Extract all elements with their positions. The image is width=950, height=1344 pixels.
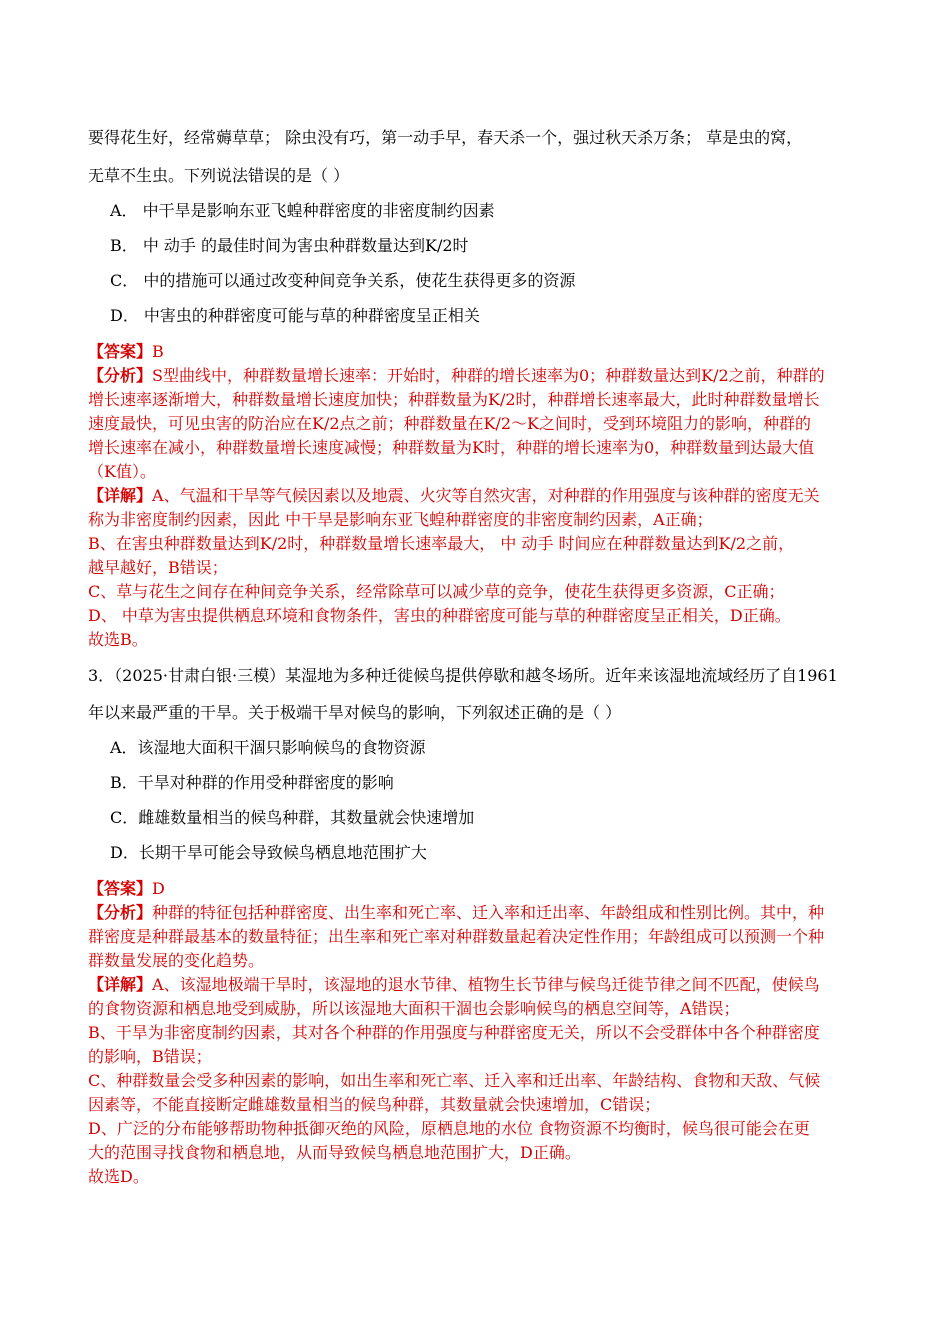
q3-option-c: C．雌雄数量相当的候鸟种群，其数量就会快速增加 (110, 808, 475, 827)
q2-detail-line: B、在害虫种群数量达到K/2时，种群数量增长速率最大， 中 动手 时间应在种群数量达到K/2之前， (88, 534, 795, 553)
q2-analysis-line: 增长速率逐渐增大，种群数量增长速度加快；种群数量为K/2时，种群增长速率最大，此时种群数量增长 (88, 390, 820, 409)
q2-detail-line: D、 中草为害虫提供栖息环境和食物条件，害虫的种群密度可能与草的种群密度呈正相关，D正确。 (88, 606, 791, 625)
detail-tag: 【详解】 (88, 486, 153, 505)
q2-detail-line: C、草与花生之间存在种间竞争关系，经常除草可以减少草的竞争，使花生获得更多资源，C正确； (88, 582, 785, 601)
q3-detail-line: 因素等，不能直接断定雌雄数量相当的候鸟种群，其数量就会快速增加，C错误； (88, 1095, 661, 1114)
q2-option-a: A． 中干旱是影响东亚飞蝗种群密度的非密度制约因素 (110, 201, 495, 220)
q2-option-d: D． 中害虫的种群密度可能与草的种群密度呈正相关 (110, 306, 480, 325)
q2-detail-line: 【详解】A、气温和干旱等气候因素以及地震、火灾等自然灾害，对种群的作用强度与该种群的密度无关 (88, 486, 820, 505)
q3-detail-line: 故选D。 (88, 1167, 149, 1186)
answer-value: D (152, 879, 165, 898)
q2-analysis-line: （K值）。 (88, 462, 156, 481)
q3-analysis-line: 【分析】种群的特征包括种群密度、出生率和死亡率、迁入率和迁出率、年龄组成和性别比例。其中，种 (88, 903, 825, 922)
q3-stem-line-2: 年以来最严重的干旱。关于极端干旱对候鸟的影响，下列叙述正确的是（ ） (88, 703, 622, 722)
answer-tag: 【答案】 (88, 342, 153, 361)
answer-value: B (152, 342, 164, 361)
detail-tag: 【详解】 (88, 975, 153, 994)
q3-answer (88, 877, 878, 901)
q3-detail-line: 大的范围寻找食物和栖息地，从而导致候鸟栖息地范围扩大，D正确。 (88, 1143, 581, 1162)
q3-detail-line: B、干旱为非密度制约因素，其对各个种群的作用强度与种群密度无关，所以不会受群体中各个种群密度 (88, 1023, 820, 1042)
q3-detail-line: D、广泛的分布能够帮助物种抵御灭绝的风险，原栖息地的水位 食物资源不均衡时，候鸟很可能会在更 (88, 1119, 810, 1138)
q3-detail-line: 【详解】A、该湿地极端干旱时，该湿地的退水节律、植物生长节律与候鸟迁徙节律之间不匹配，使候鸟 (88, 975, 820, 994)
q3-analysis-line: 群密度是种群最基本的数量特征；出生率和死亡率对种群数量起着决定性作用；年龄组成可以预测一个种 (88, 927, 825, 946)
q2-answer-block (88, 340, 878, 652)
analysis-tag: 【分析】 (88, 903, 153, 922)
q3-detail-line: 的食物资源和栖息地受到威胁，所以该湿地大面积干涸也会影响候鸟的栖息空间等，A错误； (88, 999, 740, 1018)
q3-analysis-line: 群数量发展的变化趋势。 (88, 951, 265, 970)
analysis-tag: 【分析】 (88, 366, 153, 385)
q2-detail-line: 越早越好，B错误； (88, 558, 228, 577)
q2-analysis-line: 速度最快，可见虫害的防治应在K/2点之前；种群数量在K/2～K之间时，受到环境阻力的影响，种群的 (88, 414, 812, 433)
q3-option-b: B．干旱对种群的作用受种群密度的影响 (110, 773, 394, 792)
q2-analysis-line: 【分析】S型曲线中，种群数量增长速率：开始时，种群的增长速率为0；种群数量达到K/2之前，种群的 (88, 366, 825, 385)
q3-option-a: A．该湿地大面积干涸只影响候鸟的食物资源 (110, 738, 426, 757)
q2-stem-line-1: 要得花生好，经常薅草草； 除虫没有巧，第一动手早，春天杀一个，强过秋天杀万条； 草是虫的窝， (88, 128, 803, 147)
q2-detail-line: 称为非密度制约因素，因此 中干旱是影响东亚飞蝗种群密度的非密度制约因素，A正确； (88, 510, 713, 529)
q3-option-d: D．长期干旱可能会导致候鸟栖息地范围扩大 (110, 843, 427, 862)
q2-option-b: B． 中 动手 的最佳时间为害虫种群数量达到K/2时 (110, 236, 469, 255)
q2-answer (88, 340, 878, 364)
q2-stem-line-2: 无草不生虫。下列说法错误的是（ ） (88, 166, 350, 185)
q3-detail-line: C、种群数量会受多种因素的影响，如出生率和死亡率、迁入率和迁出率、年龄结构、食物和天敌、气候 (88, 1071, 821, 1090)
q2-option-c: C． 中的措施可以通过改变种间竞争关系，使花生获得更多的资源 (110, 271, 576, 290)
q3-stem-line-1: 3．（2025·甘肃白银·三模）某湿地为多种迁徙候鸟提供停歇和越冬场所。近年来该湿地流域经历了自1961 (88, 666, 838, 685)
q3-answer-block (88, 877, 878, 1189)
q2-detail-line: 故选B。 (88, 630, 148, 649)
q3-detail-line: 的影响，B错误； (88, 1047, 212, 1066)
q2-analysis-line: 增长速率在减小，种群数量增长速度减慢；种群数量为K时，种群的增长速率为0，种群数量到达最大值 (88, 438, 815, 457)
answer-tag: 【答案】 (88, 879, 153, 898)
